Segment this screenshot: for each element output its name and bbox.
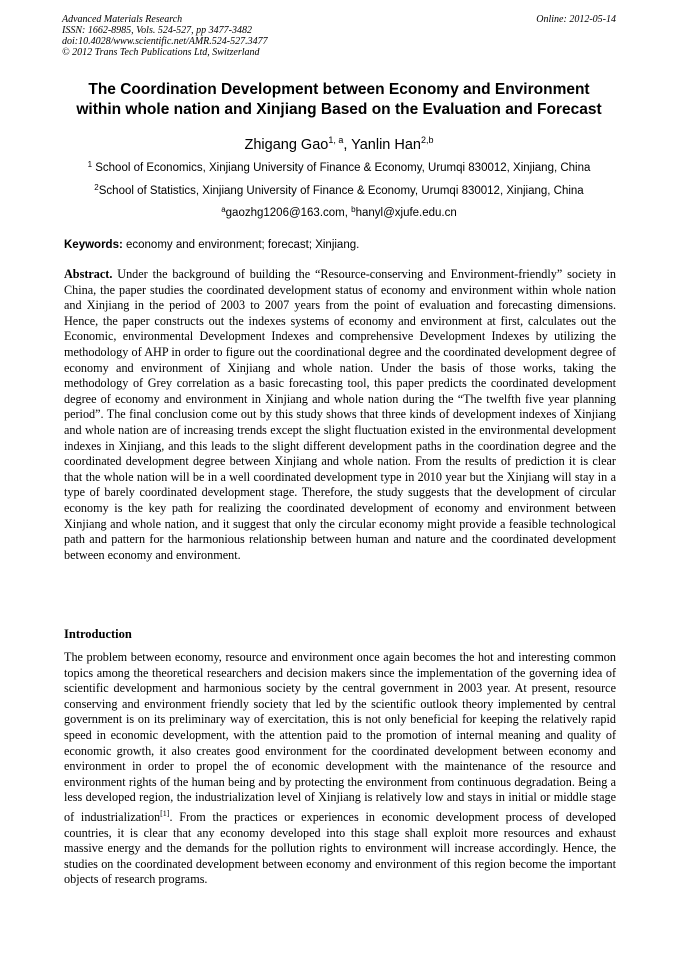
author-emails xyxy=(40,203,638,220)
introduction-heading: Introduction xyxy=(64,627,132,641)
affiliation-1-text: School of Economics, Xinjiang University of Finance & Economy, Urumqi 830012, Xinjiang, China xyxy=(92,162,591,174)
email-a: gaozhg1206@163.com, xyxy=(225,207,352,219)
affiliation-2-text: School of Statistics, Xinjiang University of Finance & Economy, Urumqi 830012, Xinjiang, China xyxy=(98,185,584,197)
title-line-1: The Coordination Development between Economy and Environment xyxy=(88,81,590,98)
issn-line: ISSN: 1662-8985, Vols. 524-527, pp 3477-3482 xyxy=(62,25,252,36)
affiliation-1-marker: 1 xyxy=(87,160,93,169)
email-b-marker: b xyxy=(351,205,356,214)
introduction-text-part-1: The problem between economy, resource and environment once again becomes the hot and interesting common topics among the theoretical researchers and decision makers since the implementation of the governing idea of scientific development and harmonious society by the central government in 2003 year. At present, resource conserving and environment friendly society that led by the scientific outlook theory implemented by central government is on its preliminary way of exercitation, this is not only beneficial for keeping the relatively rapid speed in economic development, with the attention paid to the promotion of internal meaning and quality of economic growth, it also creates good environment for the coordinated development between economy and environment in order to propel the of economic development with the maintenance of the resource and environment rights of the human being and by protecting the environment from continuous degradation. Being a less developed region, the industrialization level of Xinjiang is relatively low and stays in initial or middle stage of industrialization xyxy=(64,650,616,824)
affiliation-2 xyxy=(40,181,638,198)
email-a-marker: a xyxy=(221,205,226,214)
introduction-text-part-2: . From the practices or experiences in economic development process of developed countries, it is clear that any economy developed into this stage shall exploit more resources and exhaust massive energy and the demands for the pollution rights to environment will increase accordingly. Hence, the studies on the coordinated development between economy and environment of this region become the important objects of research programs. xyxy=(64,809,616,887)
paper-title xyxy=(40,80,638,120)
author-list xyxy=(40,130,638,155)
author-1-name: Zhigang Gao xyxy=(244,137,329,153)
author-2-name: Yanlin Han xyxy=(351,137,421,153)
abstract-label: Abstract. xyxy=(64,267,113,281)
citation-marker: [1] xyxy=(160,808,170,818)
author-1-marker: 1, a xyxy=(328,135,344,145)
doi-line: doi:10.4028/www.scientific.net/AMR.524-527.3477 xyxy=(62,36,268,47)
journal-name: Advanced Materials Research xyxy=(62,14,183,25)
abstract-text: Under the background of building the “Resource-conserving and Environment-friendly” society in China, the paper studies the coordinated development status of economy and environment within whole nation and Xinjiang in the period of 2003 to 2007 years from the point of evaluation and forecasting dimensions. Hence, the paper constructs out the indexes systems of economy and environment at first, calculates out the Economic, environmental Development Indexes and comprehensive Development Indexes by utilizing the methodology of AHP in order to figure out the coordinational degree and the coordinated development degree of economy and environment of Xinjiang and whole nation. Under the basis of those works, taking the methodology of Grey correlation as a basic forecasting tool, this paper predicts the coordinated development degree of economy and environment in Xinjiang and whole nation during the “The twelfth five year planning period”. The final conclusion come out by this study shows that three kinds of development indexes of Xinjiang and whole nation are of increasing trends except the slight fluctuation existed in the environmental development indexes in Xinjiang, and this leads to the slight different development paths in the coordination degree and the coordinated development degree between Xinjiang and whole nation. From the results of prediction it is clear that the whole nation will be in a well coordinated development type in 2010 year but the Xinjiang will stay in a type of barely coordinated development stage. Therefore, the study suggests that the development of circular economy is the key path for realizing the coordinated development of economy and environment between Xinjiang and whole nation, and it suggest that only the circular economy might provide a feasible technological path and pattern for the harmonious relationship between human and nature and the coordinated development between economy and environment. xyxy=(64,267,616,562)
author-2-marker: 2,b xyxy=(421,135,434,145)
online-date: Online: 2012-05-14 xyxy=(536,14,616,25)
author-separator: , xyxy=(343,137,352,153)
keywords-label: Keywords: xyxy=(64,239,123,251)
email-b: hanyl@xjufe.edu.cn xyxy=(355,207,457,219)
affiliation-1 xyxy=(40,158,638,175)
affiliation-2-marker: 2 xyxy=(94,183,99,192)
journal-header xyxy=(62,14,616,58)
keywords-line xyxy=(64,238,616,252)
abstract-paragraph xyxy=(64,267,616,563)
introduction-paragraph xyxy=(64,650,616,888)
title-line-2: within whole nation and Xinjiang Based on the Evaluation and Forecast xyxy=(76,101,602,118)
keywords-text: economy and environment; forecast; Xinjiang. xyxy=(122,239,360,251)
copyright-line: © 2012 Trans Tech Publications Ltd, Switzerland xyxy=(62,47,260,58)
